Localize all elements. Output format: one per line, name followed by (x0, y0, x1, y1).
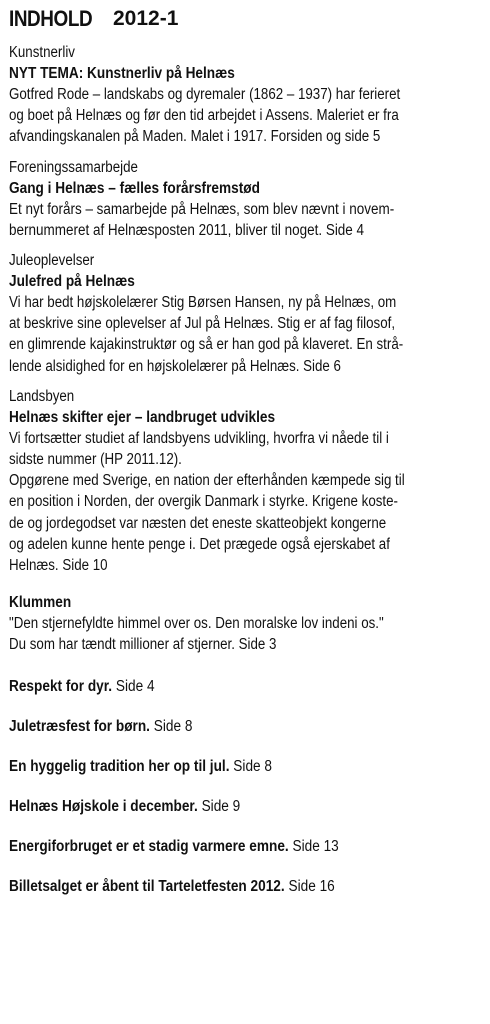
body-line: en glimrende kajakinstruktør og så er han god på klaveret. En strå- (9, 336, 404, 354)
short-item-title: Energiforbruget er et stadig varmere emne. (9, 837, 289, 855)
body-line: sidste nummer (HP 2011.12). (9, 451, 182, 469)
short-item-title: Juletræsfest for børn. (9, 717, 150, 735)
short-item-page: Side 4 (112, 677, 155, 695)
section-landsbyen (9, 387, 482, 576)
short-item (9, 876, 425, 897)
body-line: Opgørene med Sverige, en nation der efterhånden kæmpede sig til (9, 472, 405, 490)
klummen-headline: Klummen (9, 594, 72, 612)
section-category: Foreningssamarbejde (9, 158, 138, 176)
klummen-body (9, 613, 483, 655)
section-category: Kunstnerliv (9, 44, 75, 61)
body-line: Et nyt forårs – samarbejde på Helnæs, som blev nævnt i novem- (9, 200, 395, 218)
section-headline: NYT TEMA: Kunstnerliv på Helnæs (9, 65, 235, 82)
section-headline: Gang i Helnæs – fælles forårsfremstød (9, 179, 260, 197)
section-body (9, 84, 483, 148)
body-line: "Den stjernefyldte himmel over os. Den moralske lov indeni os." (9, 615, 384, 633)
short-item (9, 836, 425, 857)
short-item-page: Side 8 (229, 757, 272, 775)
body-line: Vi fortsætter studiet af landsbyens udvikling, hvorfra vi nåede til i (9, 429, 389, 447)
body-line: de og jordegodset var næsten det eneste skatteobjekt kongerne (9, 514, 387, 532)
short-item-page: Side 16 (284, 877, 335, 895)
short-item (9, 676, 425, 697)
short-items-list (9, 676, 482, 897)
short-item (9, 756, 425, 777)
body-line: lende alsidighed for en højskolelærer på Helnæs. Side 6 (9, 357, 341, 375)
body-line: afvandingskanalen på Maden. Malet i 1917. Forsiden og side 5 (9, 128, 381, 146)
body-line: en position i Norden, der overgik Danmark i styrke. Krigene koste- (9, 493, 398, 511)
issue-number: 2012-1 (113, 7, 179, 30)
section-headline: Helnæs skifter ejer – landbruget udvikles (9, 408, 276, 426)
section-body (9, 292, 483, 377)
short-item-title: En hyggelig tradition her op til jul. (9, 757, 230, 775)
short-item (9, 716, 425, 737)
short-item-page: Side 9 (197, 797, 241, 815)
short-item-title: Billetsalget er åbent til Tarteletfesten 2012. (9, 877, 285, 895)
body-line: bernummeret af Helnæsposten 2011, bliver til noget. Side 4 (9, 221, 365, 239)
short-item-page: Side 13 (288, 837, 339, 855)
section-category: Juleoplevelser (9, 252, 95, 270)
section-category: Landsbyen (9, 387, 75, 405)
section-body (9, 199, 483, 241)
short-item-page: Side 8 (149, 717, 193, 735)
body-line: og adelen kunne hente penge i. Det prægede også ejerskabet af (9, 535, 390, 553)
body-line: at beskrive sine oplevelser af Jul på Helnæs. Stig er af fag filosof, (9, 315, 396, 333)
contents-title (9, 4, 482, 34)
section-headline: Julefred på Helnæs (9, 273, 135, 291)
section-kunstnerliv (9, 43, 482, 148)
body-line: Du som har tændt millioner af stjerner. Side 3 (9, 636, 277, 654)
section-foreningssamarbejde (9, 158, 482, 241)
contents-heading: INDHOLD (9, 6, 93, 31)
section-body (9, 428, 483, 576)
short-item (9, 796, 425, 817)
section-juleoplevelser (9, 251, 482, 377)
short-item-title: Respekt for dyr. (9, 677, 113, 695)
short-item-title: Helnæs Højskole i december. (9, 797, 198, 815)
body-line: og boet på Helnæs og før den tid arbejdet i Assens. Maleriet er fra (9, 107, 399, 125)
body-line: Vi har bedt højskolelærer Stig Børsen Hansen, ny på Helnæs, om (9, 294, 397, 312)
body-line: Helnæs. Side 10 (9, 557, 108, 575)
body-line: Gotfred Rode – landskabs og dyremaler (1862 – 1937) har ferieret (9, 86, 401, 103)
section-klummen (9, 592, 482, 655)
